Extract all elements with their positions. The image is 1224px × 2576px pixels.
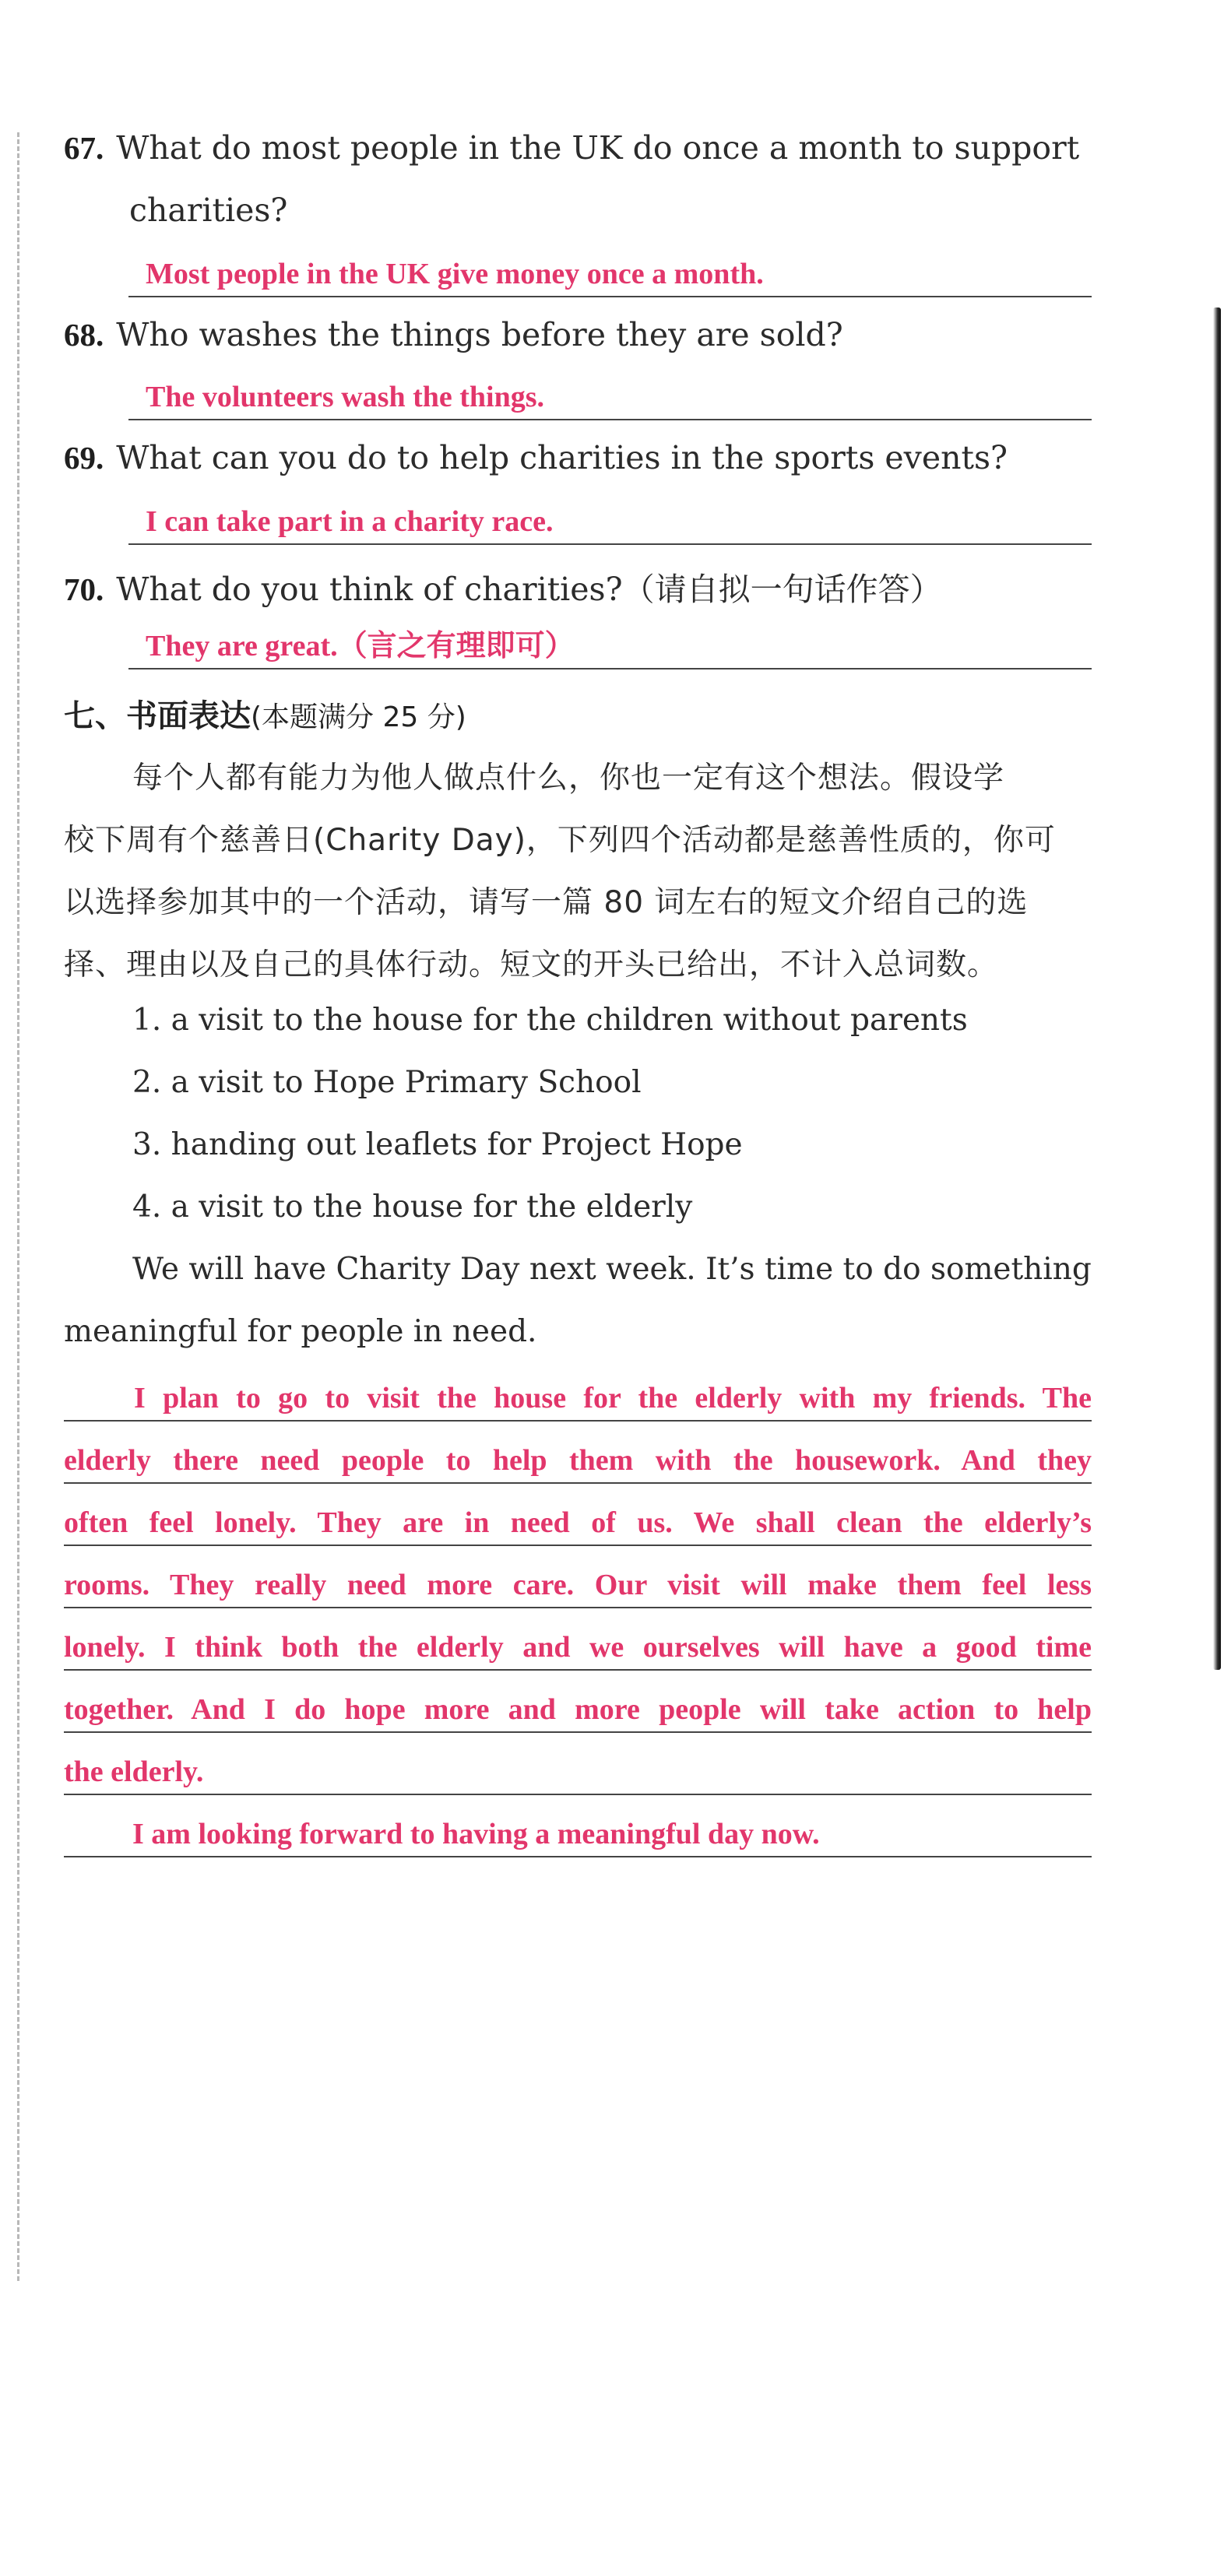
question-text: What can you do to help charities in the sports events? bbox=[116, 439, 1008, 476]
section-score: (本题满分 25 分) bbox=[251, 701, 466, 733]
prompt-line: 每个人都有能力为他人做点什么，你也一定有这个想法。假设学 bbox=[132, 761, 1005, 796]
answer-69: I can take part in a charity race. bbox=[128, 498, 1092, 545]
prompt-line: 以选择参加其中的一个活动，请写一篇 80 词左右的短文介绍自己的选 bbox=[64, 885, 1029, 920]
question-number: 68. bbox=[64, 317, 104, 353]
option-item: 2. a visit to Hope Primary School bbox=[132, 1065, 642, 1100]
essay-line: often feel lonely. They are in need of us. We shall clean the elderly’s bbox=[64, 1499, 1092, 1546]
essay-line: lonely. I think both the elderly and we ourselves will have a good time bbox=[64, 1624, 1092, 1671]
option-item: 1. a visit to the house for the children without parents bbox=[132, 1003, 968, 1038]
essay-opening: We will have Charity Day next week. It’s time to do something bbox=[132, 1252, 1092, 1287]
option-item: 4. a visit to the house for the elderly bbox=[132, 1190, 693, 1225]
question-67-continued: charities? bbox=[129, 192, 288, 229]
answer-67: Most people in the UK give money once a month. bbox=[128, 251, 1092, 297]
essay-line: together. And I do hope more and more people will take action to help bbox=[64, 1686, 1092, 1733]
scan-edge-shadow bbox=[1213, 308, 1221, 1670]
question-70 bbox=[64, 564, 1092, 610]
question-text: What do you think of charities?（请自拟一句话作答） bbox=[116, 571, 942, 608]
question-68 bbox=[64, 316, 1092, 353]
prompt-line: 校下周有个慈善日(Charity Day)，下列四个活动都是慈善性质的，你可 bbox=[64, 823, 1056, 858]
prompt-line: 择、理由以及自己的具体行动。短文的开头已给出，不计入总词数。 bbox=[64, 947, 999, 982]
question-number: 67. bbox=[64, 130, 104, 166]
essay-closing: I am looking forward to having a meaningful day now. bbox=[64, 1811, 1092, 1857]
essay-line: rooms. They really need more care. Our visit will make them feel less bbox=[64, 1562, 1092, 1608]
essay-line: I plan to go to visit the house for the elderly with my friends. The bbox=[64, 1375, 1092, 1422]
answer-70: They are great.（言之有理即可） bbox=[128, 623, 1092, 669]
question-number: 70. bbox=[64, 571, 104, 607]
section-heading bbox=[64, 691, 1092, 736]
question-number: 69. bbox=[64, 440, 104, 476]
question-text: What do most people in the UK do once a month to support bbox=[116, 129, 1080, 167]
binding-dashed-line bbox=[17, 132, 19, 2281]
question-69 bbox=[64, 439, 1092, 476]
answer-68: The volunteers wash the things. bbox=[128, 374, 1092, 420]
question-text: Who washes the things before they are sold? bbox=[116, 316, 843, 353]
essay-line: the elderly. bbox=[64, 1748, 1092, 1795]
essay-line: elderly there need people to help them with the housework. And they bbox=[64, 1437, 1092, 1484]
essay-opening: meaningful for people in need. bbox=[64, 1314, 537, 1349]
question-67 bbox=[64, 129, 1092, 167]
option-item: 3. handing out leaflets for Project Hope bbox=[132, 1127, 743, 1162]
section-title: 七、书面表达 bbox=[64, 698, 251, 734]
